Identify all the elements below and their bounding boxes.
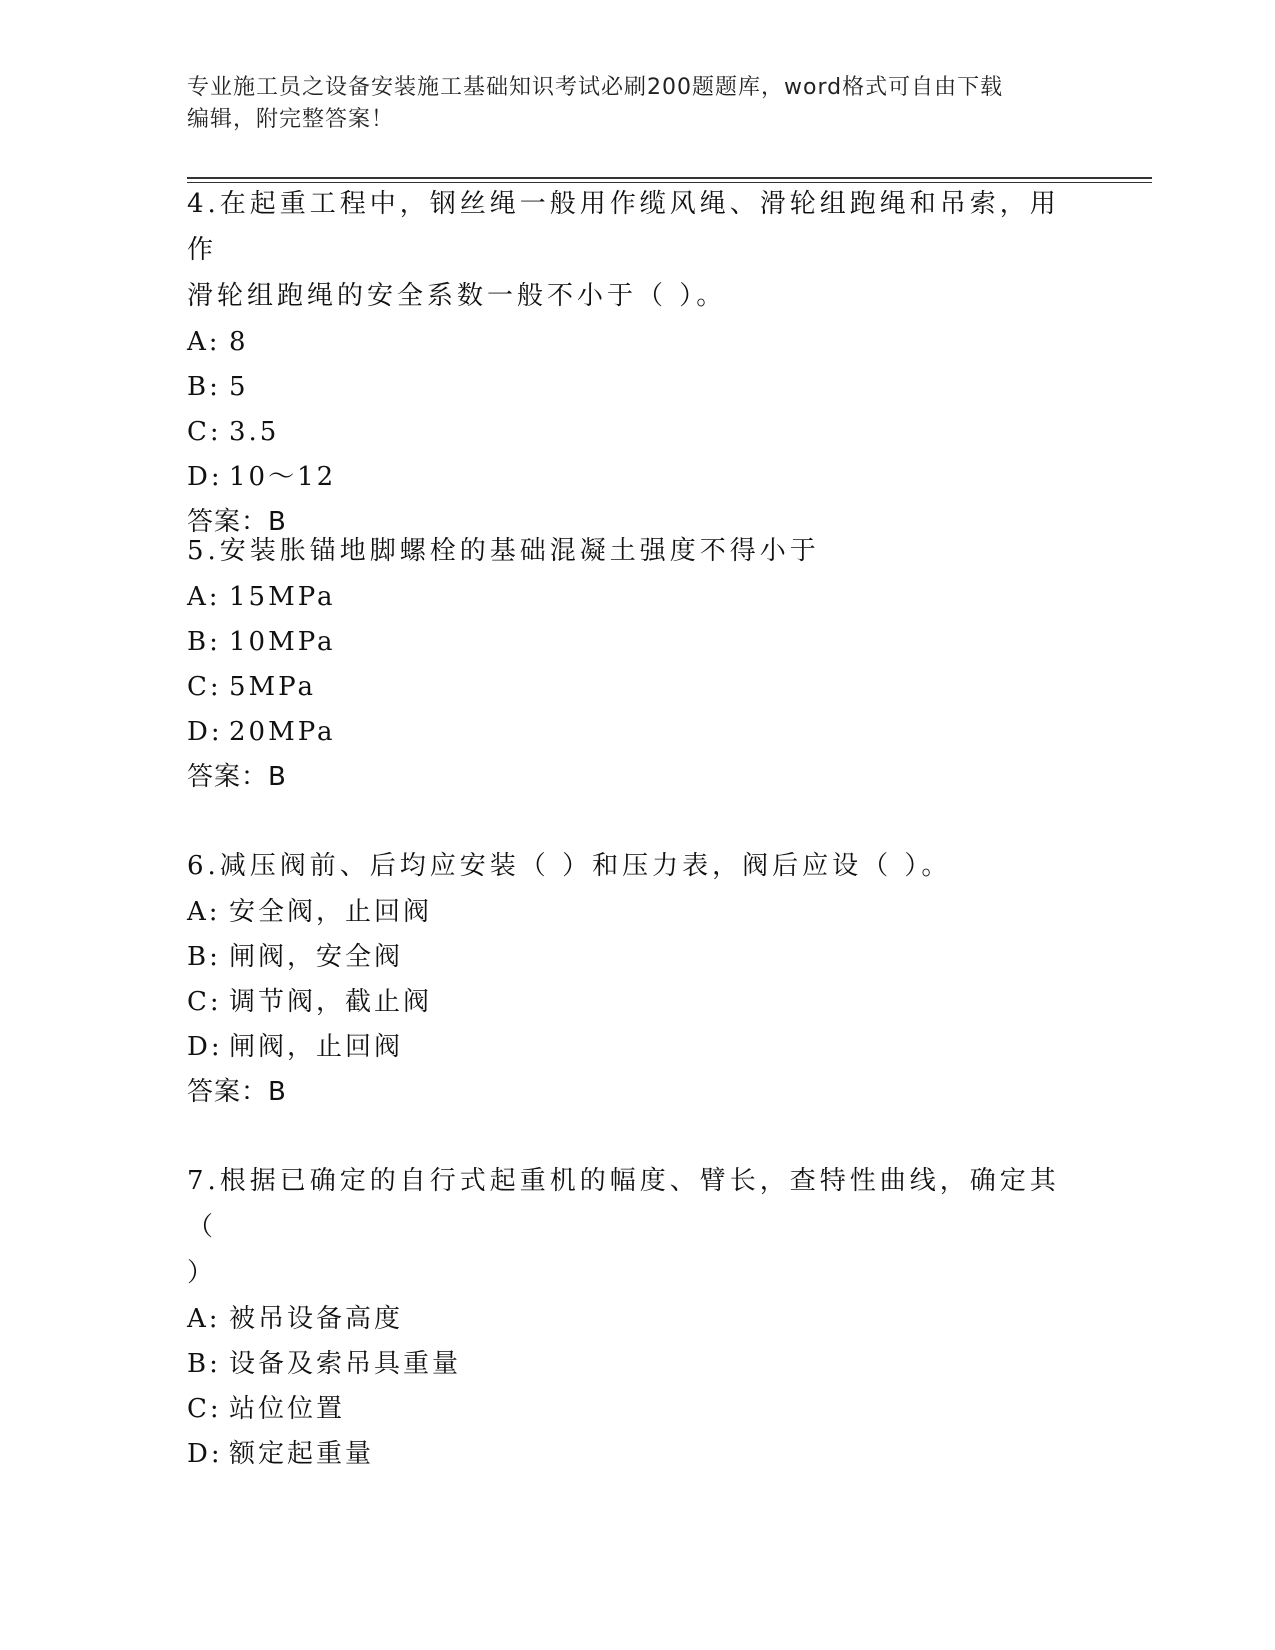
- option-letter: B:: [187, 1348, 221, 1379]
- option-letter: D:: [187, 716, 223, 747]
- question-stem-line: 7.根据已确定的自行式起重机的幅度、臂长，查特性曲线，确定其（: [187, 1166, 1060, 1242]
- option-text: 10～12: [229, 461, 337, 492]
- option-letter: C:: [187, 986, 222, 1017]
- option-c: [187, 979, 1087, 1024]
- question-stem-line: 4.在起重工程中，钢丝绳一般用作缆风绳、滑轮组跑绳和吊索，用作: [187, 189, 1060, 265]
- question-7: [187, 1158, 1087, 1476]
- option-letter: C:: [187, 416, 222, 447]
- document-header: [187, 72, 1067, 136]
- option-text: 5MPa: [229, 671, 316, 702]
- option-letter: B:: [187, 626, 221, 657]
- option-text: 10MPa: [229, 626, 336, 657]
- header-line-1: 专业施工员之设备安装施工基础知识考试必刷200题题库，word格式可自由下载: [187, 75, 1004, 100]
- question-6: [187, 843, 1087, 1115]
- option-letter: D:: [187, 1438, 223, 1469]
- option-text: 闸阀，安全阀: [229, 941, 404, 972]
- option-text: 3.5: [229, 416, 280, 447]
- option-letter: D:: [187, 1031, 223, 1062]
- option-b: [187, 934, 1087, 979]
- option-text: 调节阀，截止阀: [229, 986, 433, 1017]
- option-text: 被吊设备高度: [229, 1303, 404, 1334]
- option-letter: C:: [187, 671, 222, 702]
- option-text: 设备及索吊具重量: [229, 1348, 462, 1379]
- option-letter: A:: [187, 581, 221, 612]
- question-stem-line: 5.安装胀锚地脚螺栓的基础混凝土强度不得小于: [187, 536, 820, 566]
- option-text: 闸阀，止回阀: [229, 1031, 404, 1062]
- option-text: 8: [229, 326, 249, 357]
- option-letter: A:: [187, 896, 221, 927]
- question-stem-line: 6.减压阀前、后均应安装（ ）和压力表，阀后应设（ ）。: [187, 851, 952, 881]
- header-divider-top: [187, 177, 1152, 179]
- option-letter: A:: [187, 326, 221, 357]
- option-d: [187, 1431, 1087, 1476]
- answer-line: 答案：B: [187, 507, 287, 537]
- option-c: [187, 664, 1087, 709]
- option-d: [187, 1024, 1087, 1069]
- option-text: 20MPa: [229, 716, 336, 747]
- option-text: 5: [229, 371, 249, 402]
- option-c: [187, 1386, 1087, 1431]
- option-text: 站位位置: [229, 1393, 346, 1424]
- option-b: [187, 1341, 1087, 1386]
- option-b: [187, 364, 1087, 409]
- option-c: [187, 409, 1087, 454]
- option-d: [187, 709, 1087, 754]
- option-text: 安全阀，止回阀: [229, 896, 433, 927]
- option-text: 15MPa: [229, 581, 336, 612]
- option-letter: C:: [187, 1393, 222, 1424]
- question-4: [187, 181, 1087, 545]
- option-a: [187, 574, 1087, 619]
- option-text: 额定起重量: [229, 1438, 375, 1469]
- question-stem-line: ）: [187, 1258, 218, 1288]
- option-letter: D:: [187, 461, 223, 492]
- answer-line: 答案：B: [187, 762, 287, 792]
- option-a: [187, 1296, 1087, 1341]
- option-a: [187, 319, 1087, 364]
- question-stem-line: 滑轮组跑绳的安全系数一般不小于（ ）。: [187, 281, 727, 311]
- option-letter: B:: [187, 941, 221, 972]
- option-letter: A:: [187, 1303, 221, 1334]
- option-d: [187, 454, 1087, 499]
- option-letter: B:: [187, 371, 221, 402]
- answer-line: 答案：B: [187, 1077, 287, 1107]
- option-b: [187, 619, 1087, 664]
- question-5: [187, 528, 1087, 800]
- option-a: [187, 889, 1087, 934]
- header-line-2: 编辑，附完整答案！: [187, 107, 395, 132]
